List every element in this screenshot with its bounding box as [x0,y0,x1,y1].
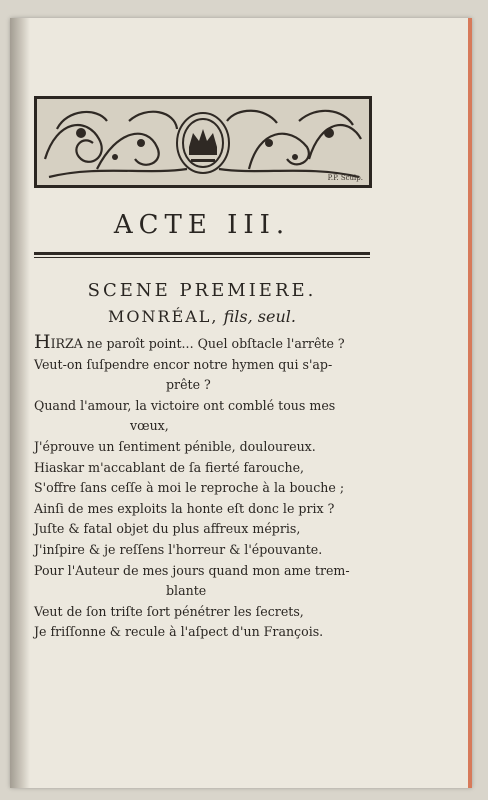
verse-line: Ainſi de mes exploits la honte eſt donc le prix ? [34,500,335,516]
page-gutter [10,18,30,788]
verse-line: Juſte & fatal objet du plus affreux mépris, [34,521,301,537]
verse-line: Veut-on ſuſpendre encor notre hymen qui s'ap- [34,356,333,372]
verse-line-continuation: vœux, [130,418,169,434]
verse-line-1-text: IRZA ne paroît point... Quel obſtacle l'arrête ? [50,336,345,351]
engraver-mark: P.P. Sculp. [327,174,363,182]
double-rule-thin [34,257,370,258]
page-content [34,96,370,643]
speaker-heading [34,307,370,326]
act-title: ACTE III. [113,210,291,240]
verse-line: Quand l'amour, la victoire ont comblé tous mes [34,397,336,413]
verse-line: Pour l'Auteur de mes jours quand mon ame trem- [34,562,350,578]
verse-line: Je friſſonne & recule à l'aſpect d'un François. [34,624,324,640]
verse-block [34,332,370,643]
speaker-description: fils, seul. [223,307,296,326]
verse-line: Hiaskar m'accablant de ſa fierté farouche, [34,459,305,475]
speaker-name: MONRÉAL, [108,307,219,326]
double-rule-thick [34,252,370,255]
verse-line: J'inſpire & je reſſens l'horreur & l'épouvante. [34,541,323,557]
verse-line-continuation: prête ? [166,377,211,393]
initial-letter: H [34,331,51,353]
verse-line: Veut de ſon triſte ſort pénétrer les ſecrets, [34,603,304,619]
verse-line: S'offre ſans ceſſe à moi le reproche à la bouche ; [34,480,345,496]
verse-line-continuation: blante [166,583,207,599]
book-page [10,18,472,788]
scene-title: SCENE PREMIERE. [87,280,317,301]
verse-line: J'éprouve un ſentiment pénible, douloureux. [34,438,316,454]
ornamental-headpiece [34,96,372,188]
headpiece-engraving [37,99,369,185]
verse-line-1 [34,332,370,355]
